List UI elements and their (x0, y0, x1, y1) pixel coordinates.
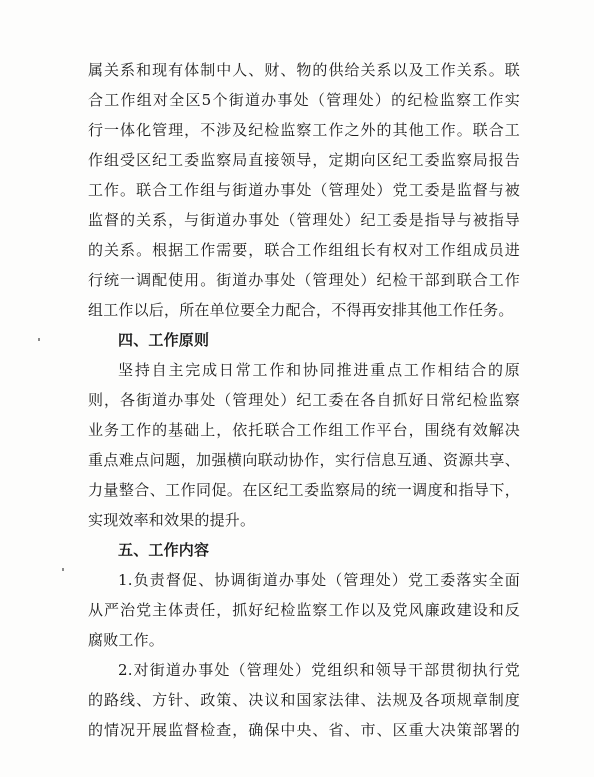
text-line: 2.对街道办事处（管理处）党组织和领导干部贯彻执行党 (118, 661, 520, 679)
text-line: 行一体化管理，不涉及纪检监察工作之外的其他工作。联合工 (88, 121, 520, 139)
text-line: 的路线、方针、政策、决议和国家法律、法规及各项规章制度 (88, 691, 520, 709)
text-line: 则，各街道办事处（管理处）纪工委在各自抓好日常纪检监察 (88, 391, 520, 409)
text-line: 从严治党主体责任，抓好纪检监察工作以及党风廉政建设和反 (88, 601, 520, 619)
text-line: 1.负责督促、协调街道办事处（管理处）党工委落实全面 (118, 571, 520, 589)
scan-speck (38, 338, 40, 341)
text-line: 实现效率和效果的提升。 (88, 511, 256, 529)
document-body (88, 55, 520, 745)
text-line: 属关系和现有体制中人、财、物的供给关系以及工作关系。联 (88, 61, 520, 79)
text-line: 监督的关系，与街道办事处（管理处）纪工委是指导与被指导 (88, 211, 520, 229)
section-heading-content: 五、工作内容 (118, 541, 210, 559)
text-line: 合工作组对全区5个街道办事处（管理处）的纪检监察工作实 (88, 91, 520, 109)
text-line: 业务工作的基础上，依托联合工作组工作平台，围绕有效解决 (88, 421, 520, 439)
text-line: 的情况开展监督检查，确保中央、省、市、区重大决策部署的 (88, 721, 520, 739)
text-line: 工作。联合工作组与街道办事处（管理处）党工委是监督与被 (88, 181, 520, 199)
text-line: 腐败工作。 (88, 631, 165, 649)
text-line: 力量整合、工作同促。在区纪工委监察局的统一调度和指导下， (88, 481, 520, 499)
section-heading-principles: 四、工作原则 (118, 331, 210, 349)
text-line: 组工作以后，所在单位要全力配合，不得再安排其他工作任务。 (88, 301, 514, 319)
text-line: 坚持自主完成日常工作和协同推进重点工作相结合的原 (118, 361, 520, 379)
scan-speck (62, 568, 64, 571)
text-line: 重点难点问题，加强横向联动协作，实行信息互通、资源共享、 (88, 451, 520, 469)
text-line: 作组受区纪工委监察局直接领导，定期向区纪工委监察局报告 (88, 151, 520, 169)
text-line: 行统一调配使用。街道办事处（管理处）纪检干部到联合工作 (88, 271, 520, 289)
text-line: 的关系。根据工作需要，联合工作组组长有权对工作组成员进 (88, 241, 520, 259)
